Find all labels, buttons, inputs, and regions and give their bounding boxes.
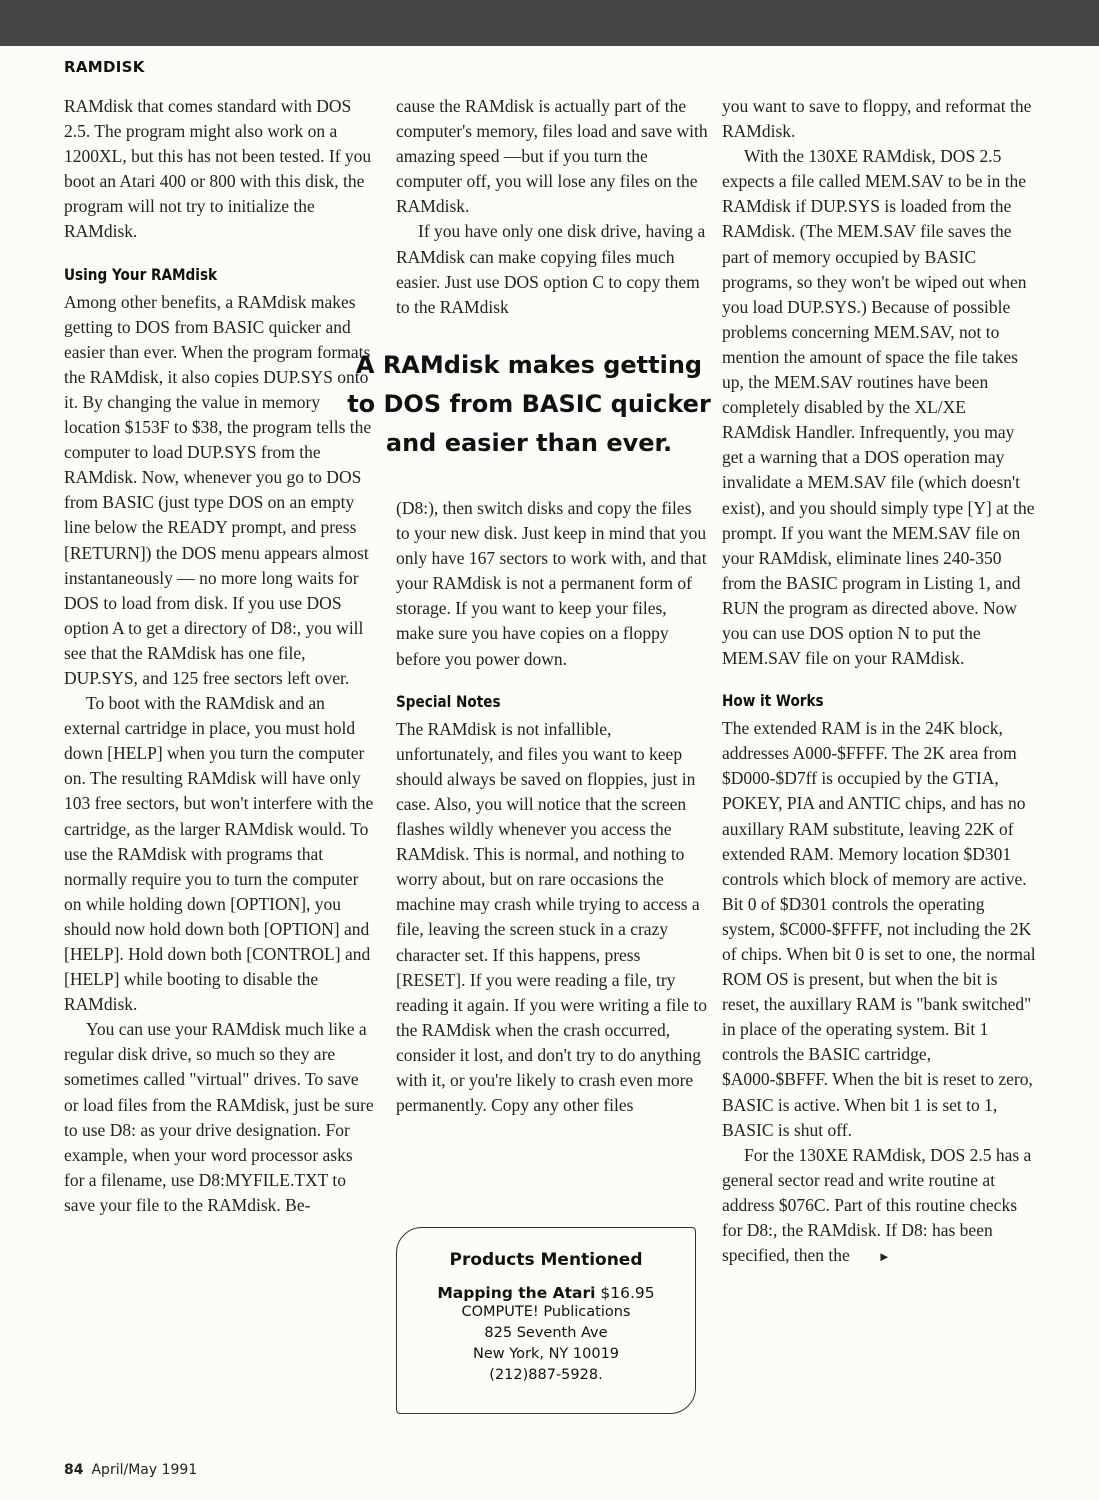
heading-how-it-works: How it Works bbox=[722, 691, 824, 711]
product-price: $16.95 bbox=[600, 1284, 655, 1302]
product-line bbox=[397, 1284, 695, 1302]
page-footer bbox=[64, 1462, 197, 1478]
col1-paragraph-1: RAMdisk that comes standard with DOS 2.5. The program might also work on a 1200XL, but this has not been tested. If you boot an Atari 400 or 800 with this disk, the program will not try to initialize the RAMdisk. bbox=[64, 96, 372, 242]
col3-paragraph-2: With the 130XE RAMdisk, DOS 2.5 expects a file called MEM.SAV to be in the RAMdisk if DUP.SYS is loaded from the RAMdisk. (The MEM.SAV file saves the part of memory occupied by BASIC programs, so they won't be wiped out when you load DUP.SYS.) Because of possible problems concerning MEM.SAV, not to mention the amount of space the file takes up, the MEM.SAV routines have been completely disabled by the XL/XE RAMdisk Handler. Infrequently, you may get a warning that a DOS operation may invalidate a MEM.SAV file (which doesn't exist), and you should simply type [Y] at the prompt. If you want the MEM.SAV file on your RAMdisk, eliminate lines 240-350 from the BASIC program in Listing 1, and RUN the program as directed above. Now you can use DOS option N to put the MEM.SAV file on your RAMdisk. bbox=[722, 146, 1035, 669]
col3-paragraph-4 bbox=[722, 1143, 1038, 1269]
col3-paragraph-4-text: For the 130XE RAMdisk, DOS 2.5 has a general sector read and write routine at address $076C. Part of this routine checks for D8:, the RAMdisk. If D8: has been specified, then the bbox=[722, 1144, 1032, 1266]
col1-paragraph-2: Among other benefits, a RAMdisk makes getting to DOS from BASIC quicker and easier than ever. When the program formats the RAMdisk, it also copies DUP.SYS onto it. By changing the value in memory location $153F to $38, the program tells the computer to load DUP.SYS from the RAMdisk. Now, whenever you go to DOS from BASIC (just type DOS on an empty line below the READY prompt, and press [RETURN]) the DOS menu appears almost instantaneously — no more long waits for DOS to load from disk. If you use DOS option A to get a directory of D8:, you will see that the RAMdisk has one file, DUP.SYS, and 125 free sectors left over. bbox=[64, 291, 372, 688]
products-mentioned-box bbox=[396, 1227, 696, 1414]
product-street: 825 Seventh Ave bbox=[484, 1325, 608, 1341]
page-number: 84 bbox=[64, 1462, 84, 1478]
section-label: RAMDISK bbox=[64, 58, 145, 76]
continue-arrow-icon: ► bbox=[877, 1249, 891, 1265]
heading-special-notes: Special Notes bbox=[396, 691, 501, 711]
col3-paragraph-1: you want to save to floppy, and reformat the RAMdisk. bbox=[722, 96, 1032, 142]
product-publisher: COMPUTE! Publications bbox=[461, 1304, 631, 1320]
col2-paragraph-2: If you have only one disk drive, having a RAMdisk can make copying files much easier. Just use DOS option C to copy them to the RAMdisk bbox=[396, 221, 706, 317]
product-phone: (212)887-5928. bbox=[489, 1367, 603, 1383]
product-city: New York, NY 10019 bbox=[472, 1346, 620, 1362]
col2-paragraph-1: cause the RAMdisk is actually part of the computer's memory, files load and save with amazing speed —but if you turn the computer off, you will lose any files on the RAMdisk. bbox=[396, 96, 708, 217]
col1-paragraph-4: You can use your RAMdisk much like a regular disk drive, so much so they are sometimes called "virtual" drives. To save or load files from the RAMdisk, just be sure to use D8: as your drive designation. For example, when your word processor asks for a filename, use D8:MYFILE.TXT to save your file to the RAMdisk. Be- bbox=[64, 1019, 374, 1215]
col2-paragraph-3: (D8:), then switch disks and copy the files to your new disk. Just keep in mind that you only have 167 sectors to work with, and that your RAMdisk is not a permanent form of storage. If you want to keep your files, make sure you have copies on a floppy before you power down. bbox=[396, 498, 707, 669]
pull-quote: A RAMdisk makes getting to DOS from BASIC quicker and easier than ever. bbox=[347, 351, 711, 457]
col2-paragraph-4: The RAMdisk is not infallible, unfortunately, and files you want to keep should always be saved on floppies, just in case. Also, you will notice that the screen flashes wildly whenever you access the RAMdisk. This is normal, and nothing to worry about, but on rare occasions the machine may crash while trying to access a file, leaving the screen stuck in a crazy character set. If this happens, press [RESET]. If you were reading a file, try reading it again. If you were writing a file to the RAMdisk when the crash occurred, consider it lost, and don't try to do anything with it, or you're likely to crash even more permanently. Copy any other files bbox=[396, 718, 708, 1116]
col3-paragraph-3: The extended RAM is in the 24K block, addresses A000-$FFFF. The 2K area from $D000-$D7ff is occupied by the GTIA, POKEY, PIA and ANTIC chips, and has no auxillary RAM substitute, leaving 22K of extended RAM. Memory location $D301 controls which block of memory are active. Bit 0 of $D301 controls the operating system, $C000-$FFFF, not including the 2K of chips. When bit 0 is set to one, the normal ROM OS is present, but when the bit is reset, the auxillary RAM is "bank switched" in place of the operating system. Bit 1 controls the BASIC cartridge, $A000-$BFFF. When the bit is reset to zero, BASIC is active. When bit 1 is set to 1, BASIC is shut off. bbox=[722, 718, 1036, 1140]
issue-date: April/May 1991 bbox=[91, 1462, 198, 1478]
column-3 bbox=[722, 94, 1038, 1269]
column-2-top bbox=[396, 94, 708, 320]
products-heading: Products Mentioned bbox=[449, 1250, 643, 1270]
heading-using-your-ramdisk: Using Your RAMdisk bbox=[64, 264, 218, 284]
col1-paragraph-3: To boot with the RAMdisk and an external cartridge in place, you must hold down [HELP] when you turn the computer on. The resulting RAMdisk will have only 103 free sectors, but won't interfere with the cartridge, as the larger RAMdisk would. To use the RAMdisk with programs that normally require you to turn the computer on while holding down [OPTION], you should now hold down both [OPTION] and [HELP]. Hold down both [CONTROL] and [HELP] while booting to disable the RAMdisk. bbox=[64, 693, 374, 1015]
header-bar bbox=[0, 0, 1099, 46]
product-name: Mapping the Atari bbox=[437, 1284, 596, 1302]
column-2-bottom bbox=[396, 496, 708, 1118]
column-1 bbox=[64, 94, 376, 1218]
